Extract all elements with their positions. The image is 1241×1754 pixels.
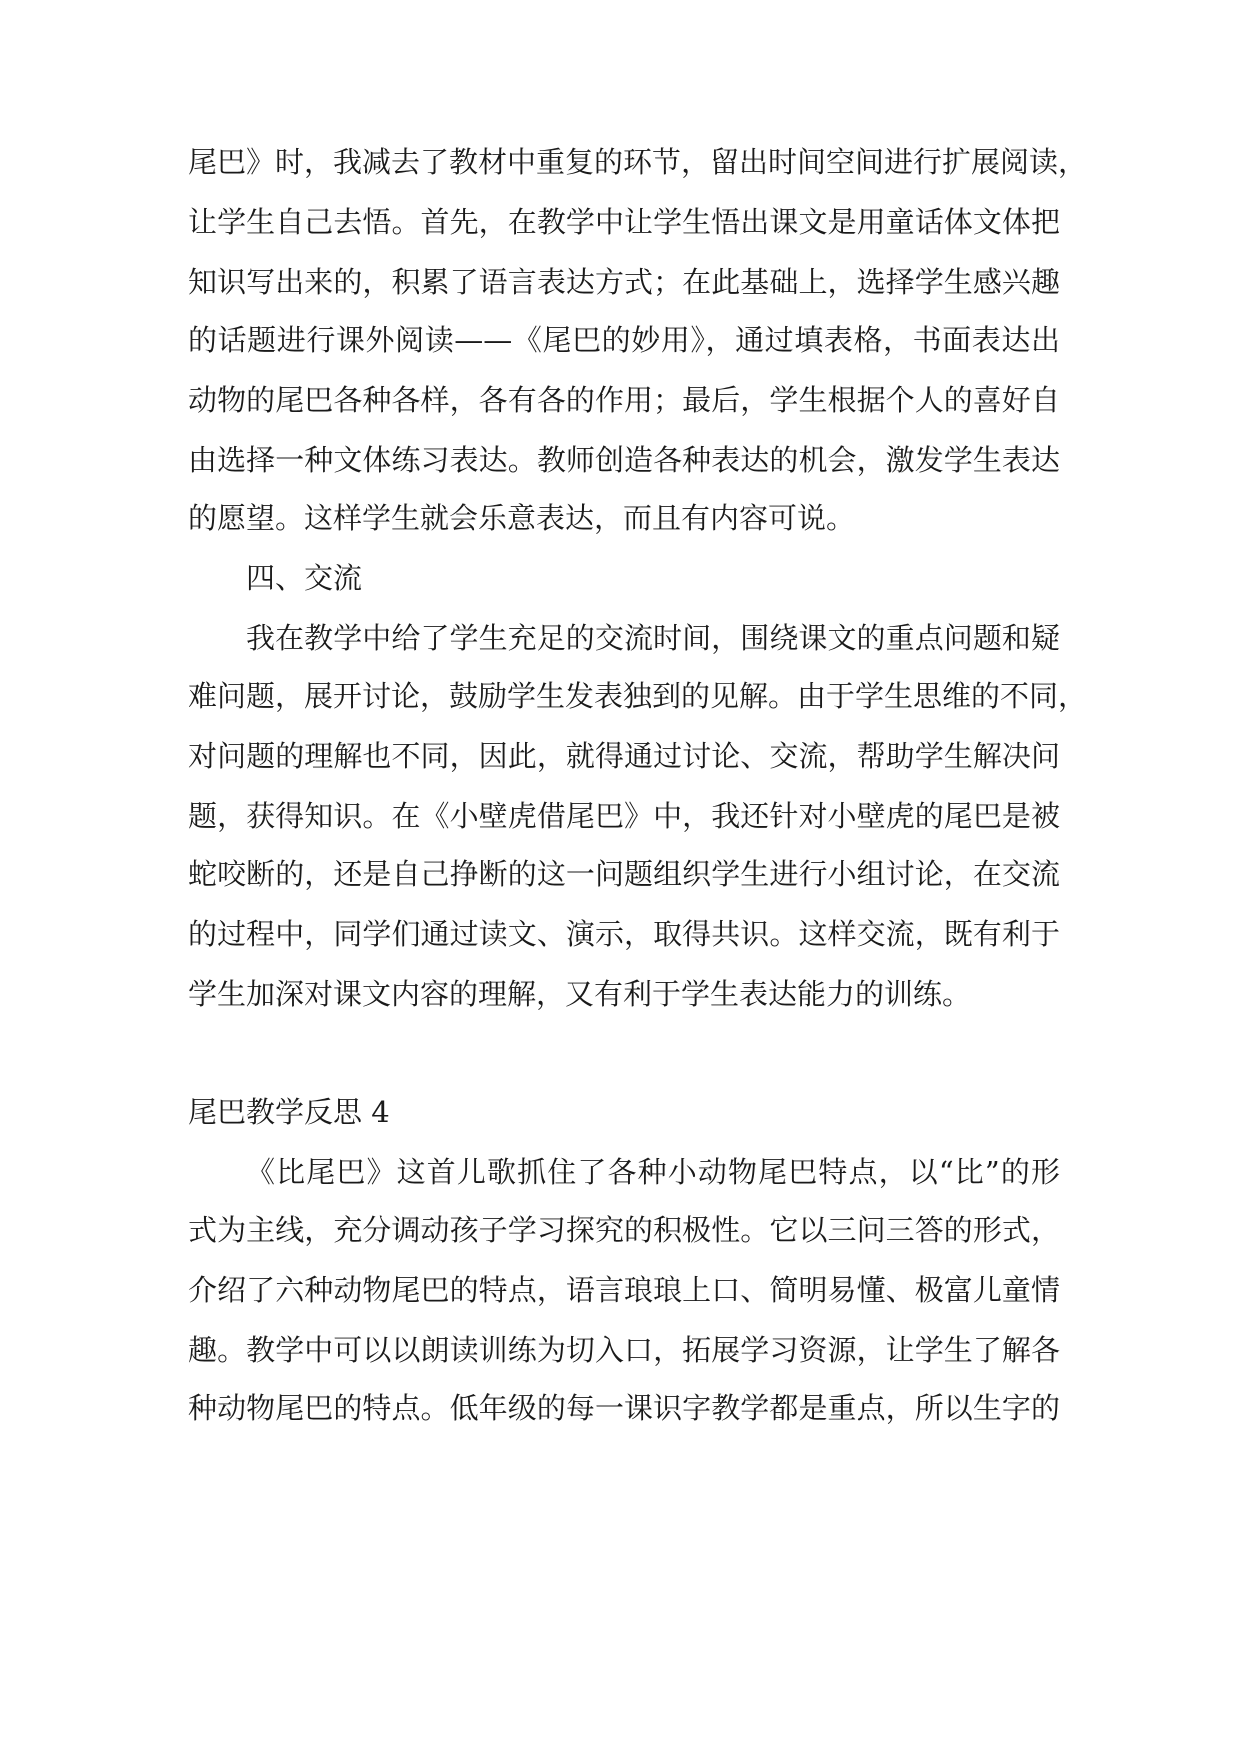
section-heading: 四、交流 (246, 561, 363, 595)
text-line: 我在教学中给了学生充足的交流时间，围绕课文的重点问题和疑 (246, 621, 1060, 655)
text-line: 知识写出来的，积累了语言表达方式；在此基础上，选择学生感兴趣 (188, 265, 1060, 299)
text-line: 蛇咬断的，还是自己挣断的这一问题组织学生进行小组讨论，在交流 (188, 857, 1060, 891)
text-line: 让学生自己去悟。首先，在教学中让学生悟出课文是用童话体文体把 (188, 205, 1060, 239)
text-line: 《比尾巴》这首儿歌抓住了各种小动物尾巴特点，以“比”的形 (246, 1155, 1060, 1189)
text-line: 的过程中，同学们通过读文、演示，取得共识。这样交流，既有利于 (188, 917, 1060, 951)
text-line: 的话题进行课外阅读——《尾巴的妙用》，通过填表格，书面表达出 (188, 323, 1060, 357)
text-line: 式为主线，充分调动孩子学习探究的积极性。它以三问三答的形式， (188, 1213, 1060, 1247)
text-line: 动物的尾巴各种各样，各有各的作用；最后，学生根据个人的喜好自 (188, 383, 1060, 417)
text-line: 介绍了六种动物尾巴的特点，语言琅琅上口、简明易懂、极富儿童情 (188, 1273, 1060, 1307)
text-line: 种动物尾巴的特点。低年级的每一课识字教学都是重点，所以生字的 (188, 1391, 1060, 1425)
section-title: 尾巴教学反思 4 (188, 1095, 390, 1129)
text-line: 难问题，展开讨论，鼓励学生发表独到的见解。由于学生思维的不同， (188, 679, 1088, 713)
text-line: 趣。教学中可以以朗读训练为切入口，拓展学习资源，让学生了解各 (188, 1333, 1060, 1367)
text-line: 题，获得知识。在《小壁虎借尾巴》中，我还针对小壁虎的尾巴是被 (188, 799, 1060, 833)
text-line: 的愿望。这样学生就会乐意表达，而且有内容可说。 (188, 501, 856, 535)
text-line: 由选择一种文体练习表达。教师创造各种表达的机会，激发学生表达 (188, 443, 1060, 477)
text-line: 尾巴》时，我减去了教材中重复的环节，留出时间空间进行扩展阅读， (188, 145, 1088, 179)
text-line: 学生加深对课文内容的理解，又有利于学生表达能力的训练。 (188, 977, 972, 1011)
text-line: 对问题的理解也不同，因此，就得通过讨论、交流，帮助学生解决问 (188, 739, 1060, 773)
